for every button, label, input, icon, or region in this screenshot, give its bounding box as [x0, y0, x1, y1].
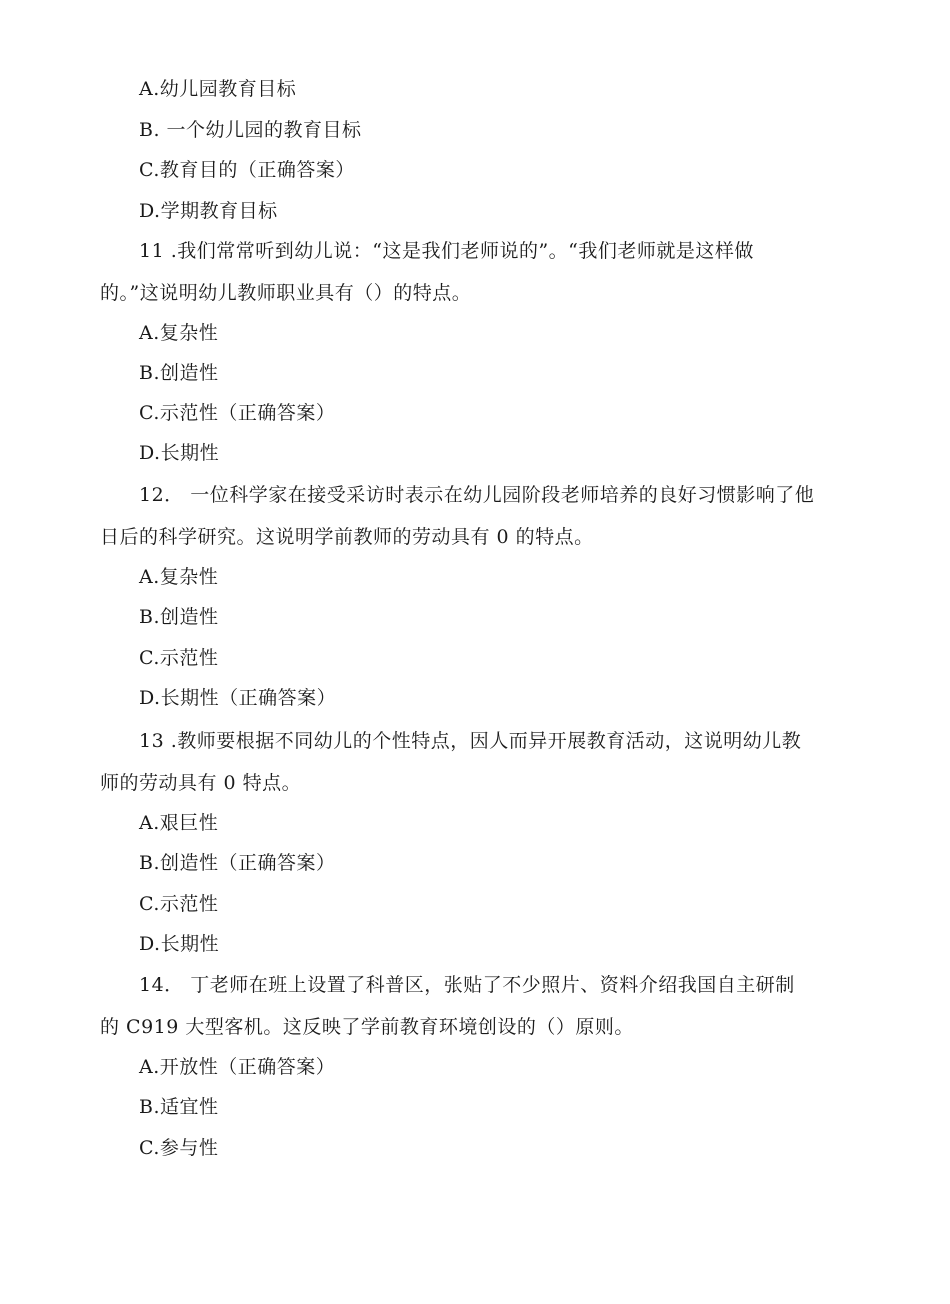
option-line: B.适宜性 — [139, 1096, 219, 1118]
option-line: B.创造性 — [139, 606, 219, 628]
question-line: 的 C919 大型客机。这反映了学前教育环境创设的（）原则。 — [100, 1016, 634, 1038]
option-line: D.长期性（正确答案） — [139, 687, 337, 709]
question-line: 的。”这说明幼儿教师职业具有（）的特点。 — [100, 282, 472, 304]
option-line: C.示范性 — [139, 893, 219, 915]
option-line: D.学期教育目标 — [139, 200, 278, 222]
option-line: A.艰巨性 — [139, 812, 219, 834]
question-line: 12． 一位科学家在接受采访时表示在幼儿园阶段老师培养的良好习惯影响了他 — [139, 484, 815, 506]
option-line: C.示范性（正确答案） — [139, 402, 336, 424]
question-line: 日后的科学研究。这说明学前教师的劳动具有 0 的特点。 — [100, 526, 594, 548]
question-line: 14． 丁老师在班上设置了科普区，张贴了不少照片、资料介绍我国自主研制 — [139, 974, 795, 996]
question-line: 13 .教师要根据不同幼儿的个性特点，因人而异开展教育活动，这说明幼儿教 — [139, 730, 802, 752]
option-line: A.幼儿园教育目标 — [139, 78, 297, 100]
option-line: B. 一个幼儿园的教育目标 — [139, 119, 362, 141]
option-line: A.复杂性 — [139, 322, 219, 344]
option-line: A.开放性（正确答案） — [139, 1056, 336, 1078]
question-line: 师的劳动具有 0 特点。 — [100, 772, 302, 794]
question-line: 11 .我们常常听到幼儿说：“这是我们老师说的”。“我们老师就是这样做 — [139, 240, 754, 262]
option-line: C.参与性 — [139, 1137, 219, 1159]
option-line: D.长期性 — [139, 933, 220, 955]
option-line: B.创造性 — [139, 362, 219, 384]
option-line: C.示范性 — [139, 647, 219, 669]
option-line: C.教育目的（正确答案） — [139, 159, 355, 181]
option-line: A.复杂性 — [139, 566, 219, 588]
option-line: D.长期性 — [139, 442, 220, 464]
option-line: B.创造性（正确答案） — [139, 852, 336, 874]
